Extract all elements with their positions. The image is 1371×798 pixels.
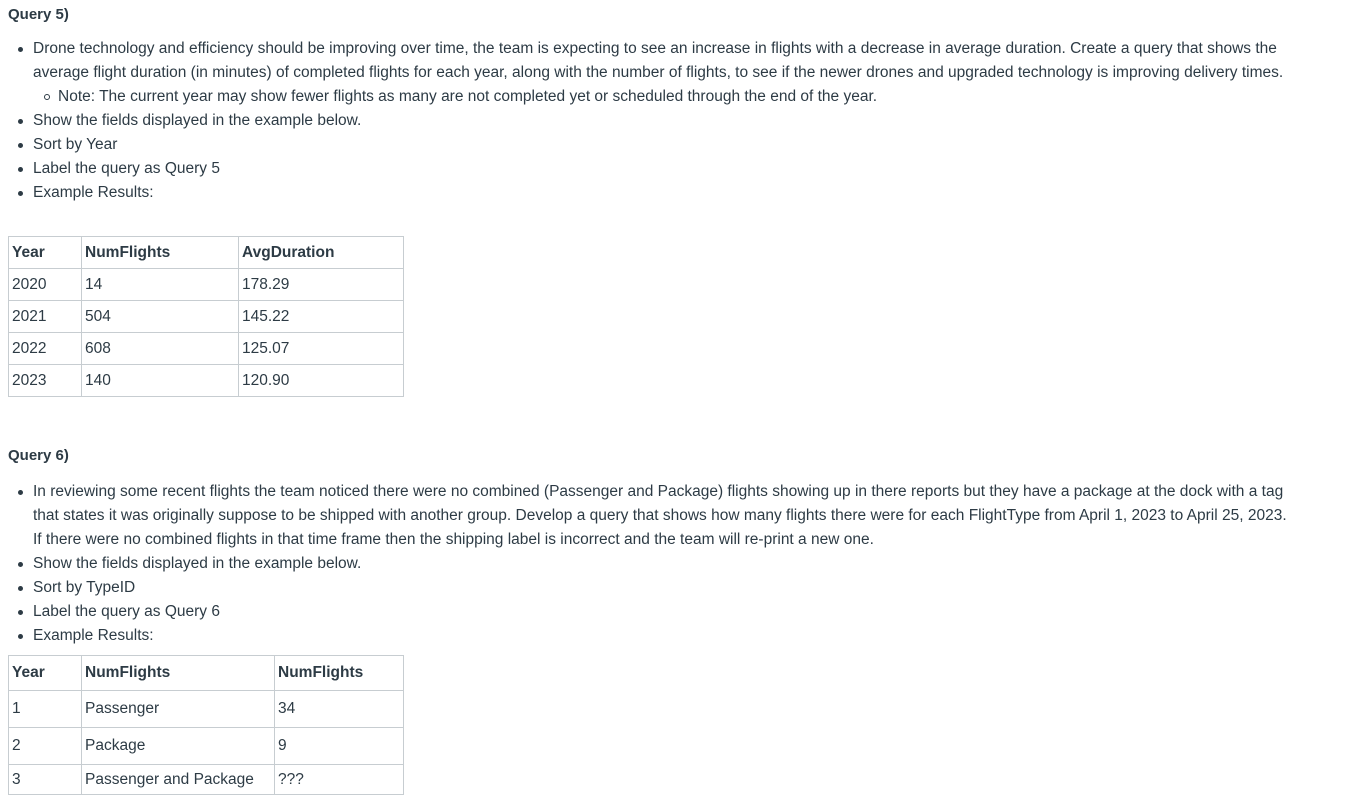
- query6-fields-text: Show the fields displayed in the example below.: [33, 555, 362, 572]
- query5-sort-text: Sort by Year: [33, 136, 118, 153]
- query5-bullet-example: [33, 181, 1333, 205]
- table-cell: 2021: [9, 301, 82, 333]
- query6-sort-text: Sort by TypeID: [33, 579, 136, 596]
- table-cell: 125.07: [239, 333, 404, 365]
- table-cell: ???: [275, 765, 404, 795]
- table-cell: Passenger and Package: [82, 765, 275, 795]
- query6-bullet-fields: [33, 552, 1293, 576]
- column-header-numflights-2: NumFlights: [275, 656, 404, 691]
- table-cell: Package: [82, 728, 275, 765]
- query5-heading: Query 5): [8, 6, 69, 23]
- table-cell: 2020: [9, 269, 82, 301]
- table-row: [9, 728, 404, 765]
- query5-instructions: [33, 37, 1333, 205]
- column-header-avgduration: AvgDuration: [239, 237, 404, 269]
- column-header-year: Year: [9, 237, 82, 269]
- table-cell: 140: [82, 365, 239, 397]
- table-cell: 34: [275, 691, 404, 728]
- table-row: [9, 691, 404, 728]
- table-cell: 608: [82, 333, 239, 365]
- table-row: [9, 365, 404, 397]
- query6-label-text: Label the query as Query 6: [33, 603, 220, 620]
- table-cell: Passenger: [82, 691, 275, 728]
- query5-description-text: Drone technology and efficiency should be improving over time, the team is expecting to see an increase in flights with a decrease in average duration. Create a query that shows the average flight duration (in minutes) of completed flights for each year, along with the number of flights, to see if the newer drones and upgraded technology is improving delivery times.: [33, 40, 1284, 81]
- table-row: [9, 301, 404, 333]
- column-header-numflights: NumFlights: [82, 656, 275, 691]
- query5-label-text: Label the query as Query 5: [33, 160, 220, 177]
- table-header-row: [9, 237, 404, 269]
- query6-bullet-description: [33, 480, 1293, 552]
- table-cell: 120.90: [239, 365, 404, 397]
- query5-bullet-label: [33, 157, 1333, 181]
- table-cell: 504: [82, 301, 239, 333]
- table-row: [9, 765, 404, 795]
- query6-bullet-label: [33, 600, 1293, 624]
- column-header-year: Year: [9, 656, 82, 691]
- query5-results-table: [8, 236, 404, 397]
- query6-bullet-sort: [33, 576, 1293, 600]
- table-row: [9, 333, 404, 365]
- table-cell: 2022: [9, 333, 82, 365]
- column-header-numflights: NumFlights: [82, 237, 239, 269]
- table-header-row: [9, 656, 404, 691]
- table-row: [9, 269, 404, 301]
- query6-heading: Query 6): [8, 447, 69, 464]
- query6-example-text: Example Results:: [33, 627, 154, 644]
- query5-note-text: Note: The current year may show fewer flights as many are not completed yet or scheduled through the end of the year.: [58, 88, 878, 105]
- query5-bullet-description: [33, 37, 1333, 109]
- query6-results-table: [8, 655, 404, 795]
- query5-example-text: Example Results:: [33, 184, 154, 201]
- query5-fields-text: Show the fields displayed in the example below.: [33, 112, 362, 129]
- table-cell: 9: [275, 728, 404, 765]
- table-cell: 14: [82, 269, 239, 301]
- query6-instructions: [33, 480, 1293, 648]
- table-cell: 178.29: [239, 269, 404, 301]
- table-cell: 2023: [9, 365, 82, 397]
- query5-bullet-fields: [33, 109, 1333, 133]
- query6-description-text: In reviewing some recent flights the team noticed there were no combined (Passenger and Package) flights showing up in there reports but they have a package at the dock with a tag that states it was originally suppose to be shipped with another group. Develop a query that shows how many flights there were for each FlightType from April 1, 2023 to April 25, 2023. If there were no combined flights in that time frame then the shipping label is incorrect and the team will re-print a new one.: [33, 483, 1287, 548]
- table-cell: 1: [9, 691, 82, 728]
- query6-bullet-example: [33, 624, 1293, 648]
- query5-bullet-sort: [33, 133, 1333, 157]
- table-cell: 3: [9, 765, 82, 795]
- query5-note: [33, 85, 1333, 109]
- query5-sub-list: [33, 85, 1333, 109]
- table-cell: 145.22: [239, 301, 404, 333]
- table-cell: 2: [9, 728, 82, 765]
